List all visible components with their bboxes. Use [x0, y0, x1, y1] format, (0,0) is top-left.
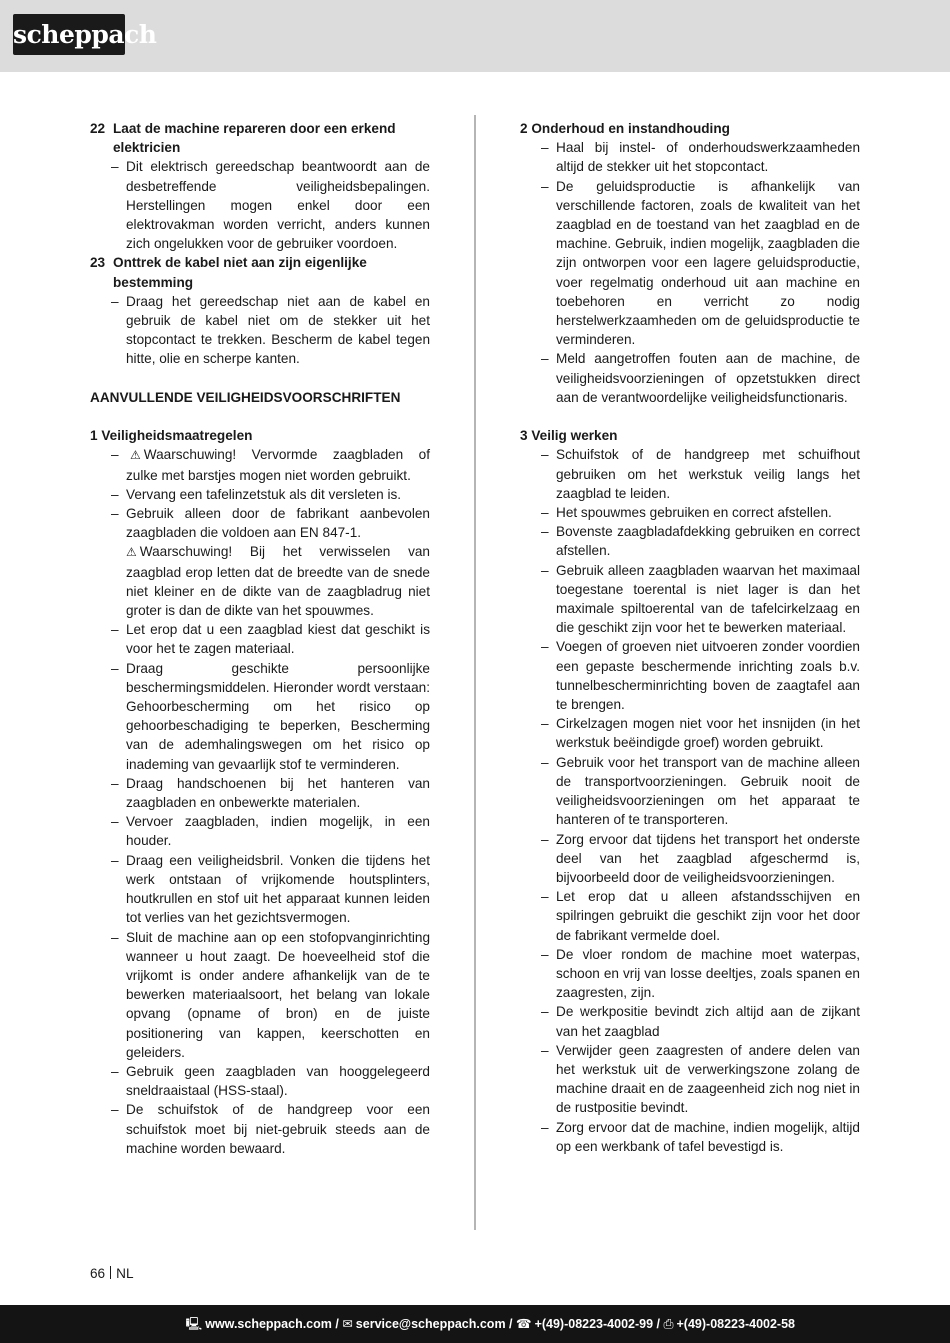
section-2-heading: 2 Onderhoud en instandhouding: [520, 121, 730, 136]
item-22-bullet: – Dit elektrisch gereedschap beantwoordt aan de desbetreffende veiligheidsbepalingen. Herstellingen mogen enkel door een elektrovakman worden verricht, anders kunnen zich ongelukken voor de gebruiker voordoen.: [90, 157, 430, 253]
list-item: – De werkpositie bevindt zich altijd aan de zijkant van het zaagblad: [520, 1002, 860, 1040]
footer-bar: 🖳 www.scheppach.com / ✉ service@scheppach.com / ☎ +(49)-08223-4002-99 / ⎙ +(49)-08223-4002-58: [0, 1305, 950, 1343]
left-column: [90, 119, 430, 1158]
list-item-continuation: ⚠ Waarschuwing! Bij het verwisselen van zaagblad erop letten dat de breedte van de snede niet kleiner en de dikte van de zaagbladrug niet groter is dan de dikte van het spouwmes.: [126, 544, 430, 619]
list-item: – Draag een veiligheidsbril. Vonken die tijdens het werk ontstaan of vrijkomende houtsplinters, houtkrullen en stof uit het apparaat kunnen leiden tot verlies van het gezichtsvermogen.: [90, 851, 430, 928]
list-item: – Draag geschikte persoonlijke beschermingsmiddelen. Hieronder wordt verstaan: Gehoorbescherming om het risico op gehoorbeschadiging te beperken, Bescherming van de ademhalingswegen om het risico op inademing van gevaarlijk stof te verminderen.: [90, 659, 430, 774]
warning-icon: ⚠: [130, 448, 141, 463]
list-item: – De schuifstok of de handgreep voor een schuifstok moet bij niet-gebruik steeds aan de machine worden bewaard.: [90, 1100, 430, 1158]
section-title: AANVULLENDE VEILIGHEIDSVOORSCHRIFTEN: [90, 389, 401, 405]
list-item: – Cirkelzagen mogen niet voor het insnijden (in het werkstuk beëindigde groef) worden gebruikt.: [520, 714, 860, 752]
list-item: – Bovenste zaagbladafdekking gebruiken en correct afstellen.: [520, 522, 860, 560]
item-23-heading: 23 Onttrek de kabel niet aan zijn eigenlijke bestemming: [90, 255, 367, 290]
list-item: – Let erop dat u alleen afstandsschijven en spilringen gebruikt die geschikt zijn voor het door de fabrikant vermelde doel.: [520, 887, 860, 945]
list-item: – Meld aangetroffen fouten aan de machine, de veiligheidsvoorzieningen of opzetstukken direct aan de verantwoordelijke veiligheidsfunctionaris.: [520, 349, 860, 407]
list-item: – Verwijder geen zaagresten of andere delen van het werkstuk uit de verwerkingszone zolang de machine draait en de zaageenheid zich nog niet in de rustpositie bevindt.: [520, 1041, 860, 1118]
list-item: – ⚠ Waarschuwing! Vervormde zaagbladen of zulke met barstjes mogen niet worden gebruikt.: [90, 445, 430, 484]
list-item: – Voegen of groeven niet uitvoeren zonder voordien een gepaste beschermende inrichting zoals b.v. tunnelbescherminrichting boven de zaagtafel aan te brengen.: [520, 637, 860, 714]
list-item: – Gebruik voor het transport van de machine alleen de transportvoorzieningen. Gebruik nooit de veiligheidsvoorzieningen om het apparaat te hanteren of te transporteren.: [520, 753, 860, 830]
list-item: – Haal bij instel- of onderhoudswerkzaamheden altijd de stekker uit het stopcontact.: [520, 138, 860, 176]
list-item: – De vloer rondom de machine moet waterpas, schoon en vrij van losse deeltjes, zoals spanen en zaagresten, zijn.: [520, 945, 860, 1003]
footer-email-link[interactable]: service@scheppach.com: [355, 1317, 506, 1331]
list-item: – Schuifstok of de handgreep met schuifhout gebruiken om het werkstuk veilig langs het zaagblad te leiden.: [520, 445, 860, 503]
section-1-heading: 1 Veiligheidsmaatregelen: [90, 428, 253, 444]
list-item: – Zorg ervoor dat de machine, indien mogelijk, altijd op een werkbank of tafel bevestigd is.: [520, 1118, 860, 1156]
list-item: – Vervang een tafelinzetstuk als dit versleten is.: [90, 485, 430, 504]
list-item: – Zorg ervoor dat tijdens het transport het onderste deel van het zaagblad afgeschermd is, bijvoorbeeld door de veiligheidsvoorzieningen.: [520, 830, 860, 888]
section-3-heading: 3 Veilig werken: [520, 428, 618, 444]
list-item: – De geluidsproductie is afhankelijk van verschillende factoren, zoals de kwaliteit van het zaagblad en de toestand van het zaagblad en de machine. Gebruik, indien mogelijk, zaagbladen die zijn ontworpen voor een lagere geluidsproductie, voer regelmatig onderhoud uit aan machine en toebehoren en verricht zo nodig herstelwerkzaamheden om de geluidsproductie te verminderen.: [520, 177, 860, 350]
footer-fax: +(49)-08223-4002-58: [676, 1317, 795, 1331]
fax-icon: ⎙: [663, 1317, 674, 1331]
scheppach-logo: scheppach: [13, 14, 125, 55]
warning-icon: ⚠: [126, 545, 137, 560]
page-separator: [110, 1266, 111, 1279]
item-22-heading: 22 Laat de machine repareren door een erkend elektricien: [90, 121, 396, 156]
top-banner: [0, 0, 950, 72]
column-divider: [474, 115, 476, 1230]
computer-icon: 🖳: [185, 1317, 203, 1331]
footer-website-link[interactable]: www.scheppach.com: [205, 1317, 332, 1331]
list-item: – Het spouwmes gebruiken en correct afstellen.: [520, 503, 860, 522]
page-number: 66 NL: [90, 1266, 134, 1281]
item-23-bullet: – Draag het gereedschap niet aan de kabel en gebruik de kabel niet om de stekker uit het stopcontact te trekken. Bescherm de kabel tegen hitte, olie en scherpe kanten.: [90, 292, 430, 369]
right-column: [520, 119, 860, 1156]
email-icon: ✉: [342, 1317, 353, 1331]
phone-icon: ☎: [515, 1317, 532, 1331]
list-item: – Gebruik alleen door de fabrikant aanbevolen zaagbladen die voldoen aan EN 847-1.: [90, 504, 430, 542]
footer-phone: +(49)-08223-4002-99: [534, 1317, 654, 1331]
list-item: – Vervoer zaagbladen, indien mogelijk, in een houder.: [90, 812, 430, 850]
list-item: – Let erop dat u een zaagblad kiest dat geschikt is voor het te zagen materiaal.: [90, 620, 430, 658]
list-item: – Gebruik geen zaagbladen van hooggelegeerd sneldraaistaal (HSS-staal).: [90, 1062, 430, 1100]
list-item: – Gebruik alleen zaagbladen waarvan het maximaal toegestane toerental is niet lager is dan het maximale spiltoerental van de tafelcirkelzaag en die geschikt zijn voor het te bewerken materiaal.: [520, 561, 860, 638]
list-item: – Sluit de machine aan op een stofopvanginrichting wanneer u hout zaagt. De hoeveelheid stof die vrijkomt is onder andere afhankelijk van de te bewerken materiaalsoort, het belang van lokale opvang (opname of bron) en de juiste positionering van kappen, keerschotten en geleiders.: [90, 928, 430, 1062]
list-item: – Draag handschoenen bij het hanteren van zaagbladen en onbewerkte materialen.: [90, 774, 430, 812]
